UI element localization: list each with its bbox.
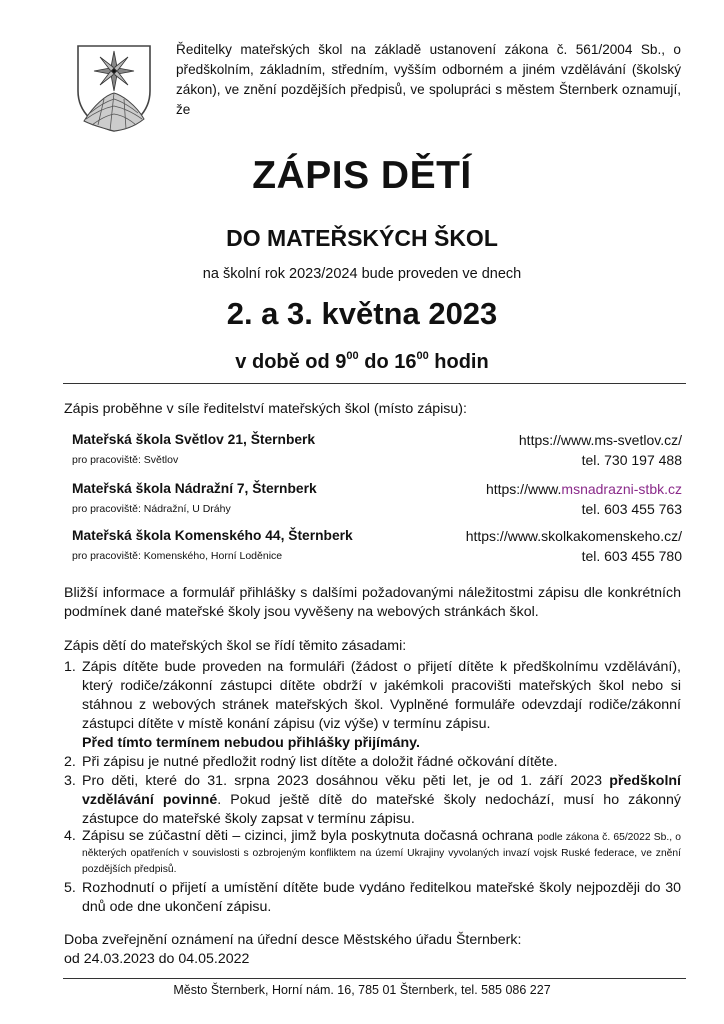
rules-list: [64, 658, 681, 917]
rule-item: [64, 658, 681, 753]
location-intro: Zápis proběhne v síle ředitelství mateřských škol (místo zápisu):: [64, 401, 467, 417]
intro-paragraph: Ředitelky mateřských škol na základě ustanovení zákona č. 561/2004 Sb., o předškolním, základním, středním, vyšším odborném a jiném vzdělávání (školský zákon), ve znění pozdějších předpisů, ve spolupráci s městem Šternberk oznamují, že: [176, 42, 681, 117]
divider: [63, 383, 686, 384]
time-to-minutes: 00: [416, 350, 429, 362]
rule-item: [64, 879, 681, 917]
school-year-line: na školní rok 2023/2024 bude proveden ve dnech: [202, 266, 522, 282]
publication-dates: od 24.03.2023 do 04.05.2022: [64, 951, 250, 967]
rule-item: [64, 772, 681, 829]
coat-of-arms-star-hill-icon: [74, 43, 154, 133]
rule-bold-note: Před tímto termínem nebudou přihlášky přijímány.: [82, 735, 420, 751]
rule-number: 4.: [64, 828, 76, 844]
school-phone: tel. 730 197 488: [581, 452, 682, 468]
coat-of-arms-logo: [74, 43, 154, 133]
rule-text: . Pokud ještě dítě do mateřské školy nedochází, musí ho zákonný zástupce do mateřské školy zapsat v termínu zápisu.: [82, 792, 682, 827]
school-name: Mateřská škola Nádražní 7, Šternberk: [72, 481, 317, 496]
school-name: Mateřská škola Světlov 21, Šternberk: [72, 432, 316, 447]
page-subtitle: DO MATEŘSKÝCH ŠKOL: [226, 225, 498, 251]
page-title: ZÁPIS DĚTÍ: [252, 154, 472, 197]
school-website-link[interactable]: https://www.ms-svetlov.cz/: [518, 432, 682, 448]
school-name: Mateřská škola Komenského 44, Šternberk: [72, 528, 353, 543]
school-workplace: pro pracoviště: Komenského, Horní Loděnice: [72, 550, 283, 562]
time-from-minutes: 00: [346, 350, 359, 362]
enrollment-dates: 2. a 3. května 2023: [226, 296, 498, 331]
school-website-link[interactable]: https://www.skolkakomenskeho.cz/: [465, 528, 682, 544]
school-phone: tel. 603 455 763: [581, 501, 682, 517]
rule-number: 2.: [64, 754, 76, 770]
rule-small-text: podle zákona č. 65/2022 Sb., o některých opatřeních v souvislosti s ozbrojeným konfliktem na území Ukrajiny vyvolaných invazí vojsk Ruské federace, ve znění pozdějších předpisů.: [82, 832, 681, 875]
school-workplace: pro pracoviště: Nádražní, U Dráhy: [72, 503, 231, 515]
time-suffix: hodin: [428, 351, 489, 373]
rule-item: [64, 753, 681, 772]
publication-period: [64, 931, 681, 969]
info-paragraph: Bližší informace a formulář přihlášky s dalšími požadovanými náležitostmi zápisu dle konkrétních podmínek dané mateřské školy jsou vyvěšeny na webových stránkách škol.: [64, 585, 681, 620]
rule-text: Rozhodnutí o přijetí a umístění dítěte bude vydáno ředitelkou mateřské školy nejpozději do 30 dnů ode dne ukončení zápisu.: [82, 880, 681, 915]
school-workplace: pro pracoviště: Světlov: [72, 454, 179, 466]
rule-text: Při zápisu je nutné předložit rodný list dítěte a doložit řádné očkování dítěte.: [82, 754, 558, 770]
rule-text: Zápisu se zúčastní děti – cizinci, jimž byla poskytnuta dočasná ochrana: [82, 828, 538, 844]
publication-label: Doba zveřejnění oznámení na úřední desce Městského úřadu Šternberk:: [64, 932, 522, 948]
rule-text: Zápis dítěte bude proveden na formuláři (žádost o přijetí dítěte k předškolnímu vzdělávání), který rodiče/zákonní zástupci dítěte obdrží v jakémkoli pracovišti mateřských škol nebo si stáhnou z webových stránek mateřských škol. Vyplněné formuláře odevzdají rodiče/zákonní zástupci dítěte v místě konání zápisu (viz výše) v termínu zápisu.: [82, 659, 681, 732]
rule-item: [64, 829, 681, 877]
footer-address: Město Šternberk, Horní nám. 16, 785 01 Šternberk, tel. 585 086 227: [173, 983, 551, 997]
rule-text: Pro děti, které do 31. srpna 2023 dosáhnou věku pěti let, je od 1. září 2023: [82, 773, 610, 789]
footer-divider: [63, 978, 686, 979]
enrollment-time: [0, 350, 724, 374]
rule-bold-text: předškolní vzdělávání povinné: [82, 773, 681, 808]
rule-number: 5.: [64, 880, 76, 896]
rule-number: 3.: [64, 773, 76, 789]
rules-intro: Zápis dětí do mateřských škol se řídí těmito zásadami:: [64, 638, 407, 654]
rule-number: 1.: [64, 659, 76, 675]
school-phone: tel. 603 455 780: [581, 548, 682, 564]
time-prefix: v době od 9: [235, 351, 347, 373]
school-website-link[interactable]: https://www.msnadrazni-stbk.cz: [485, 481, 682, 497]
time-mid: do 16: [358, 351, 417, 373]
